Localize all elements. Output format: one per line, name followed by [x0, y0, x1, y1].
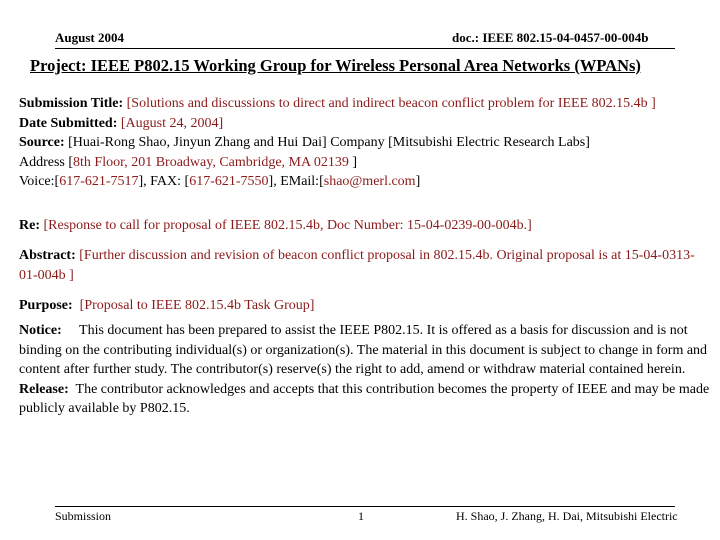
submission-title-value: [Solutions and discussions to direct and indirect beacon conflict problem for IEEE 802.15.4b ]: [126, 96, 656, 111]
release-value: The contributor acknowledges and accepts that this contribution becomes the property of IEEE and may be made publicly available by P802.15.: [19, 381, 710, 416]
fax-prefix: ], FAX: [: [138, 174, 190, 189]
source-value: [Huai-Rong Shao, Jinyun Zhang and Hui Dai] Company [Mitsubishi Electric Research Labs]: [68, 135, 590, 150]
notice-release-block: [19, 321, 711, 419]
address-suffix: ]: [348, 154, 358, 170]
purpose-block: [19, 296, 711, 316]
purpose-label: Purpose:: [19, 298, 73, 313]
purpose-value: [Proposal to IEEE 802.15.4b Task Group]: [79, 298, 315, 313]
header-divider: [55, 48, 675, 49]
re-value: [Response to call for proposal of IEEE 802.15.4b, Doc Number: 15-04-0239-00-004b.]: [43, 218, 532, 233]
footer-divider: [55, 506, 675, 507]
header-date: August 2004: [55, 30, 124, 45]
header-doc-id: doc.: IEEE 802.15-04-0457-00-004b: [452, 30, 649, 45]
re-block: [19, 216, 711, 236]
voice-prefix: Voice:[: [19, 174, 60, 189]
date-submitted-label: Date Submitted:: [19, 115, 118, 131]
fax-value: 617-621-7550: [189, 174, 269, 189]
address-prefix: Address [: [19, 154, 74, 170]
email-suffix: ]: [415, 174, 421, 189]
submission-block: [19, 94, 711, 192]
source-label: Source:: [19, 135, 65, 150]
voice-value: 617-621-7517: [59, 174, 139, 189]
notice-label: Notice:: [19, 323, 62, 338]
abstract-block: [19, 246, 711, 285]
submission-title-label: Submission Title:: [19, 96, 124, 111]
footer-authors: H. Shao, J. Zhang, H. Dai, Mitsubishi Electric: [456, 509, 678, 523]
footer-submission: Submission: [55, 509, 112, 523]
footer-page-number: 1: [358, 509, 364, 523]
notice-value: This document has been prepared to assist the IEEE P802.15. It is offered as a basis for discussion and is not binding on the contributing individual(s) or organization(s). The material in this document is subject to change in form and content after further study. The contributor(s) reserve(s) the right to add, amend or withdraw material contained herein.: [19, 323, 708, 377]
address-value: 8th Floor, 201 Broadway, Cambridge, MA 02139: [73, 154, 349, 170]
date-submitted-value: [August 24, 2004]: [120, 115, 224, 131]
re-label: Re:: [19, 218, 40, 233]
abstract-value: [Further discussion and revision of beacon conflict proposal in 802.15.4b. Original proposal is at 15-04-0313-01-004b ]: [19, 248, 695, 283]
email-prefix: ], EMail:[: [268, 174, 324, 189]
project-title: Project: IEEE P802.15 Working Group for Wireless Personal Area Networks (WPANs): [30, 56, 641, 75]
email-value: shao@merl.com: [323, 174, 416, 189]
abstract-label: Abstract:: [19, 248, 76, 263]
release-label: Release:: [19, 381, 69, 397]
